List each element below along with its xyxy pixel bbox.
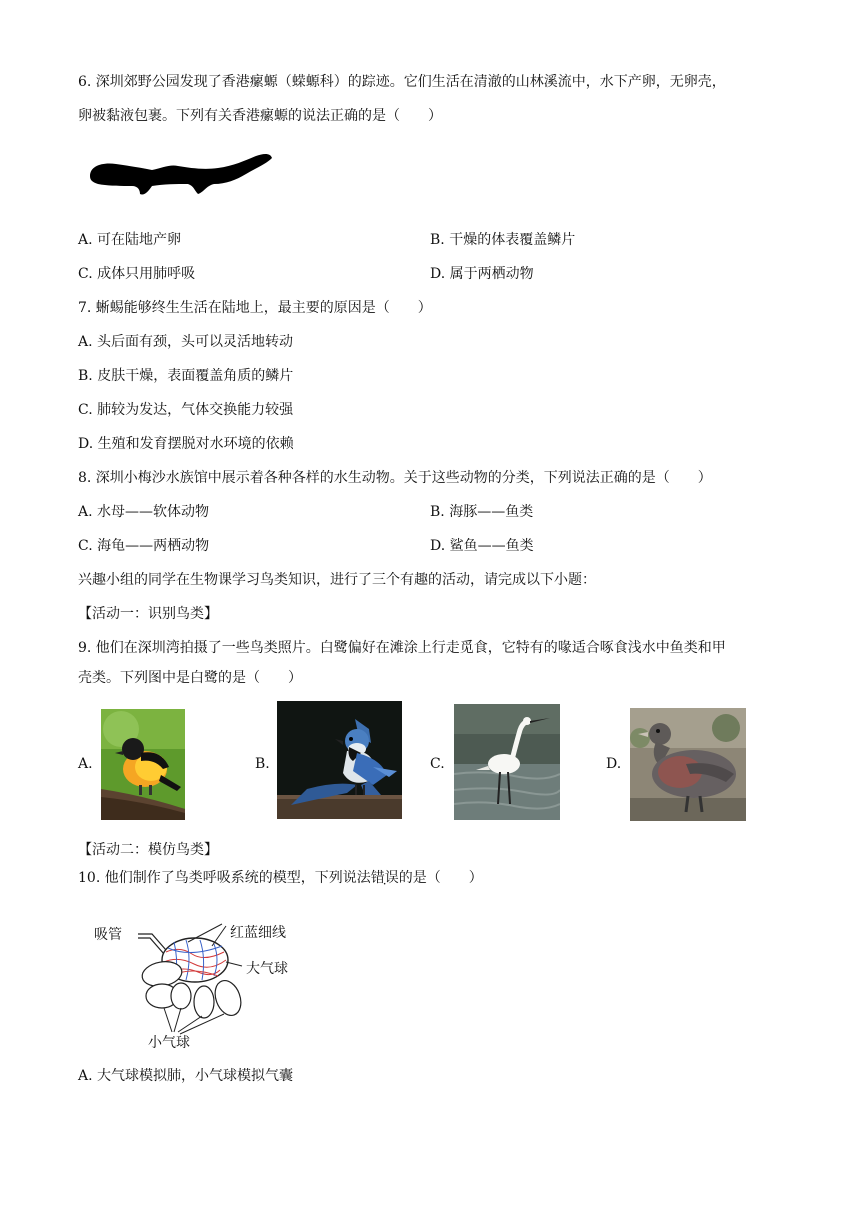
q10-stem-emphasis: 错误 (370, 870, 399, 886)
q6-stem-line2: 卵被黏液包裹。下列有关香港瘰螈的说法正确的是（ ） (78, 108, 442, 124)
q8-option-b[interactable]: B. 海豚——鱼类 (430, 504, 534, 520)
label-red-blue-lines: 红蓝细线 (230, 925, 286, 941)
photo-blue-jay[interactable] (277, 701, 402, 819)
q8-option-c[interactable]: C. 海龟——两栖动物 (78, 538, 210, 554)
q8-option-d[interactable]: D. 鲨鱼——鱼类 (430, 538, 534, 554)
q9-stem-line2: 壳类。下列图中是白鹭的是（ ） (78, 670, 302, 686)
blue-jay-image (277, 701, 402, 819)
q6-option-b[interactable]: B. 干燥的体表覆盖鳞片 (430, 232, 576, 248)
q7-option-d[interactable]: D. 生殖和发育摆脱对水环境的依赖 (78, 436, 294, 452)
q9-label-d[interactable]: D. (606, 756, 622, 772)
activity-one-heading: 【活动一：识别鸟类】 (78, 606, 218, 622)
label-small-balloons: 小气球 (148, 1035, 190, 1051)
label-straw: 吸管 (94, 927, 122, 943)
q10-stem-pre: 10. 他们制作了鸟类呼吸系统的模型，下列说法 (78, 870, 371, 886)
label-big-balloon: 大气球 (246, 961, 288, 977)
q7-option-a[interactable]: A. 头后面有颈，头可以灵活地转动 (78, 334, 294, 350)
photo-egret[interactable] (454, 704, 560, 820)
q10-stem (78, 868, 483, 888)
photo-duck[interactable] (630, 708, 746, 821)
duck-image (630, 708, 746, 821)
egret-image (454, 704, 560, 820)
q7-option-c[interactable]: C. 肺较为发达，气体交换能力较强 (78, 402, 294, 418)
q9-label-b[interactable]: B. (255, 756, 270, 772)
q7-stem: 7. 蜥蜴能够终生生活在陆地上，最主要的原因是（ ） (78, 300, 432, 316)
q8-option-a[interactable]: A. 水母——软体动物 (78, 504, 210, 520)
flycatcher-image (101, 709, 185, 820)
q9-stem-line1: 9. 他们在深圳湾拍摄了一些鸟类照片。白鹭偏好在滩涂上行走觅食，它特有的喙适合啄食浅水中鱼类和甲 (78, 640, 726, 656)
q6-option-a[interactable]: A. 可在陆地产卵 (78, 232, 182, 248)
q6-option-d[interactable]: D. 属于两栖动物 (430, 266, 534, 282)
salamander-silhouette (86, 150, 276, 200)
q7-option-b[interactable]: B. 皮肤干燥，表面覆盖角质的鳞片 (78, 368, 294, 384)
q10-option-a[interactable]: A. 大气球模拟肺，小气球模拟气囊 (78, 1068, 294, 1084)
q9-label-c[interactable]: C. (430, 756, 445, 772)
q10-stem-post: 的是（ ） (398, 870, 483, 886)
activity-intro: 兴趣小组的同学在生物课学习鸟类知识，进行了三个有趣的活动，请完成以下小题： (78, 572, 596, 588)
photo-yellow-bird[interactable] (101, 709, 185, 820)
q6-option-c[interactable]: C. 成体只用肺呼吸 (78, 266, 196, 282)
q8-stem: 8. 深圳小梅沙水族馆中展示着各种各样的水生动物。关于这些动物的分类，下列说法正确的是（ ） (78, 470, 712, 486)
q6-stem-line1: 6. 深圳郊野公园发现了香港瘰螈（蝾螈科）的踪迹。它们生活在清澈的山林溪流中，水下产卵，无卵壳， (78, 74, 726, 90)
activity-two-heading: 【活动二：模仿鸟类】 (78, 842, 218, 858)
q9-label-a[interactable]: A. (78, 756, 93, 772)
respiratory-model-diagram (80, 912, 320, 1052)
